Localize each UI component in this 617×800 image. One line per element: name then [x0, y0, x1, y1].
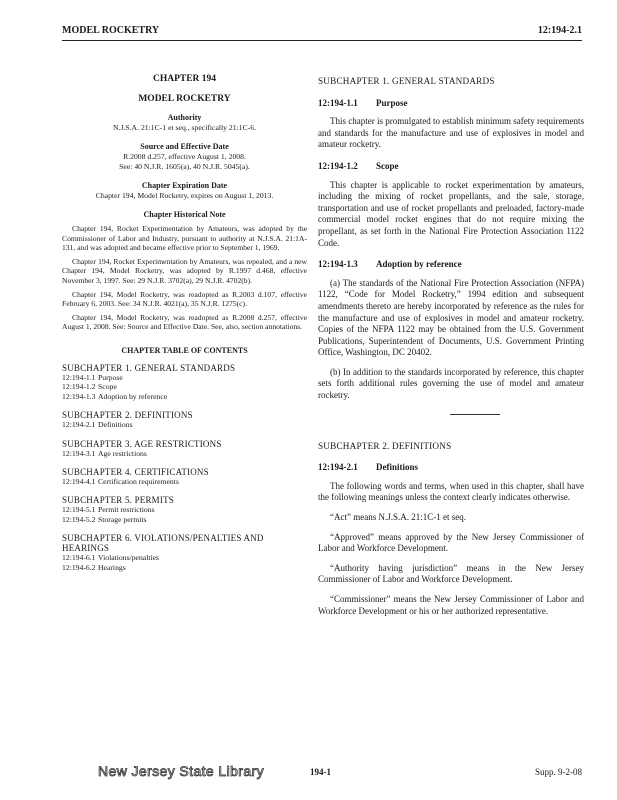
toc-group	[62, 410, 307, 429]
toc-entry[interactable]	[62, 382, 307, 391]
toc-entry-number: 12:194-2.1	[62, 420, 96, 430]
toc-entry[interactable]	[62, 392, 307, 401]
toc-subchapter: SUBCHAPTER 6. VIOLATIONS/PENALTIES AND HEARINGS	[62, 533, 264, 554]
section-text: This chapter is promulgated to establish minimum safety requirements and standards for the manufacture and use of explosives in model and amateur rocketry.	[318, 116, 584, 150]
toc-entry-number: 12:194-5.2	[62, 514, 96, 524]
toc-subchapter: SUBCHAPTER 2. DEFINITIONS	[62, 410, 193, 421]
authority-text: N.J.S.A. 21:1C-1 et seq., specifically 21:1C-6.	[112, 123, 257, 132]
subchapter-heading: SUBCHAPTER 2. DEFINITIONS	[318, 440, 452, 451]
toc-group	[62, 495, 307, 524]
history-paragraph: Chapter 194, Rocket Experimentation by Amateurs, was adopted by the Commissioner of Labor and Industry, pursuant to authority at N.J.S.A. 21:1A-131, and was adopted and became effective prior to September 1, 1969.	[62, 224, 307, 253]
toc-group	[62, 467, 307, 486]
toc-entry[interactable]	[62, 420, 307, 429]
toc-entry-label: Definitions	[98, 420, 133, 430]
toc-entry[interactable]	[62, 373, 307, 382]
section-number: 12:194-2.1	[318, 462, 358, 473]
toc-entry[interactable]	[62, 563, 307, 572]
definition: “Approved” means approved by the New Jersey Commissioner of Labor and Workforce Development.	[318, 531, 584, 554]
toc-entry-label: Permit restrictions	[98, 505, 155, 515]
section-heading	[318, 161, 584, 173]
section-title: Scope	[376, 160, 399, 171]
toc-entry-number: 12:194-3.1	[62, 448, 96, 458]
section-number: 12:194-1.1	[318, 97, 358, 108]
section-heading	[318, 259, 584, 271]
source-heading: Source and Effective Date	[140, 142, 229, 151]
definition: “Act” means N.J.S.A. 21:1C-1 et seq.	[330, 512, 466, 523]
section-heading	[318, 98, 584, 110]
toc-entry-label: Storage permits	[98, 514, 147, 524]
toc-entry-label: Violations/penalties	[98, 553, 160, 563]
section-text: This chapter is applicable to rocket experimentation by amateurs, including the mixing of rocket propellants, and the sale, storage, transportation and use of rocket propellants and preloaded, factory-made commercial model rocket engines that do not require mixing the propellant, as set forth in the National Fire Protection Association 1122 Code.	[318, 179, 584, 248]
toc-entry-label: Hearings	[98, 562, 126, 572]
toc-entry-label: Scope	[98, 382, 117, 392]
toc-entry-number: 12:194-6.1	[62, 553, 96, 563]
toc-group	[62, 439, 307, 458]
section-text: (a) The standards of the National Fire Protection Association (NFPA) 1122, “Code for Model Rocketry,” 1994 edition and subsequent amendments thereto are hereby incorporated by reference as the rules for the manufacture and use of explosives in model and amateur rocketry. Copies of the NFPA 1122 may be obtained from the U.S. Government Publications, Superintendent of Documents, U.S. Government Printing Office, Washington, DC 20402.	[318, 277, 584, 358]
subchapter-heading: SUBCHAPTER 1. GENERAL STANDARDS	[318, 76, 495, 86]
toc-entry[interactable]	[62, 477, 307, 486]
toc-subchapter: SUBCHAPTER 5. PERMITS	[62, 495, 174, 506]
section-title: Adoption by reference	[376, 259, 462, 270]
toc-subchapter: SUBCHAPTER 3. AGE RESTRICTIONS	[62, 438, 222, 449]
header-rule	[62, 40, 582, 41]
section-title: Purpose	[376, 97, 408, 108]
toc-entry-number: 12:194-4.1	[62, 476, 96, 486]
history-paragraph: Chapter 194, Rocket Experimentation by Amateurs, was repealed, and a new Chapter 194, Model Rocketry, was adopted by R.1997 d.468, effective November 3, 1997. See: 29 N.J.R. 3702(a), 29 N.J.R. 4702(b).	[62, 256, 307, 285]
toc-group	[62, 533, 307, 572]
definition: “Authority having jurisdiction” means in the New Jersey Commissioner of Labor and Workforce Development.	[318, 562, 584, 585]
section-text: The following words and terms, when used in this chapter, shall have the following meanings unless the context clearly indicates otherwise.	[318, 480, 584, 503]
toc-subchapter: SUBCHAPTER 1. GENERAL STANDARDS	[62, 362, 236, 373]
chapter-number: CHAPTER 194	[152, 74, 217, 84]
toc-entry-label: Age restrictions	[98, 448, 147, 458]
expiration-text: Chapter 194, Model Rocketry, expires on August 1, 2013.	[95, 191, 274, 200]
expiration-heading: Chapter Expiration Date	[141, 181, 228, 190]
toc-group	[62, 363, 307, 401]
section-text: (b) In addition to the standards incorporated by reference, this chapter sets forth additional rules governing the use of model and amateur rocketry.	[318, 366, 584, 401]
section-title: Definitions	[376, 462, 419, 473]
section-heading	[318, 462, 584, 474]
toc-entry[interactable]	[62, 505, 307, 514]
history-paragraph: Chapter 194, Model Rocketry, was readopted as R.2003 d.107, effective February 6, 2003. See: 34 N.J.R. 4021(a), 35 N.J.R. 1275(c).	[62, 289, 307, 309]
toc-entry-number: 12:194-6.2	[62, 562, 96, 572]
toc-entry-label: Adoption by reference	[98, 391, 168, 401]
running-head-title: MODEL ROCKETRY	[62, 25, 160, 36]
section-number: 12:194-1.2	[318, 160, 358, 171]
right-column	[318, 72, 584, 617]
authority-heading: Authority	[167, 113, 202, 122]
toc-subchapter: SUBCHAPTER 4. CERTIFICATIONS	[62, 466, 209, 477]
source-line: R.2008 d.257, effective August 1, 2008.	[123, 152, 246, 161]
toc-heading: CHAPTER TABLE OF CONTENTS	[121, 345, 248, 355]
library-watermark: New Jersey State Library	[98, 763, 264, 779]
page-footer	[62, 763, 582, 783]
left-column	[62, 72, 307, 572]
section-divider	[450, 414, 500, 415]
toc-entry-number: 12:194-1.3	[62, 391, 96, 401]
running-head-section: 12:194-2.1	[537, 25, 582, 36]
toc-entry[interactable]	[62, 449, 307, 458]
section-number: 12:194-1.3	[318, 259, 358, 270]
history-paragraph: Chapter 194, Model Rocketry, was readopted as R.2008 d.257, effective August 1, 2008. See: Source and Effective Date. See, also, section annotations.	[62, 312, 307, 332]
toc-entry-number: 12:194-1.1	[62, 372, 96, 382]
supplement-date: Supp. 9-2-08	[535, 767, 582, 777]
toc-entry-number: 12:194-1.2	[62, 382, 96, 392]
toc-entry[interactable]	[62, 553, 307, 562]
toc-entry-label: Certification requirements	[98, 476, 179, 486]
toc-entry-label: Purpose	[98, 372, 123, 382]
source-line: See: 40 N.J.R. 1605(a), 40 N.J.R. 5045(a).	[119, 162, 250, 171]
toc-entry-number: 12:194-5.1	[62, 505, 96, 515]
history-heading: Chapter Historical Note	[143, 210, 226, 219]
page-number: 194-1	[310, 767, 331, 777]
chapter-title: MODEL ROCKETRY	[138, 94, 231, 104]
toc-entry[interactable]	[62, 515, 307, 524]
definition: “Commissioner” means the New Jersey Commissioner of Labor and Workforce Development or his or her authorized representative.	[318, 594, 584, 616]
running-head	[62, 25, 582, 41]
